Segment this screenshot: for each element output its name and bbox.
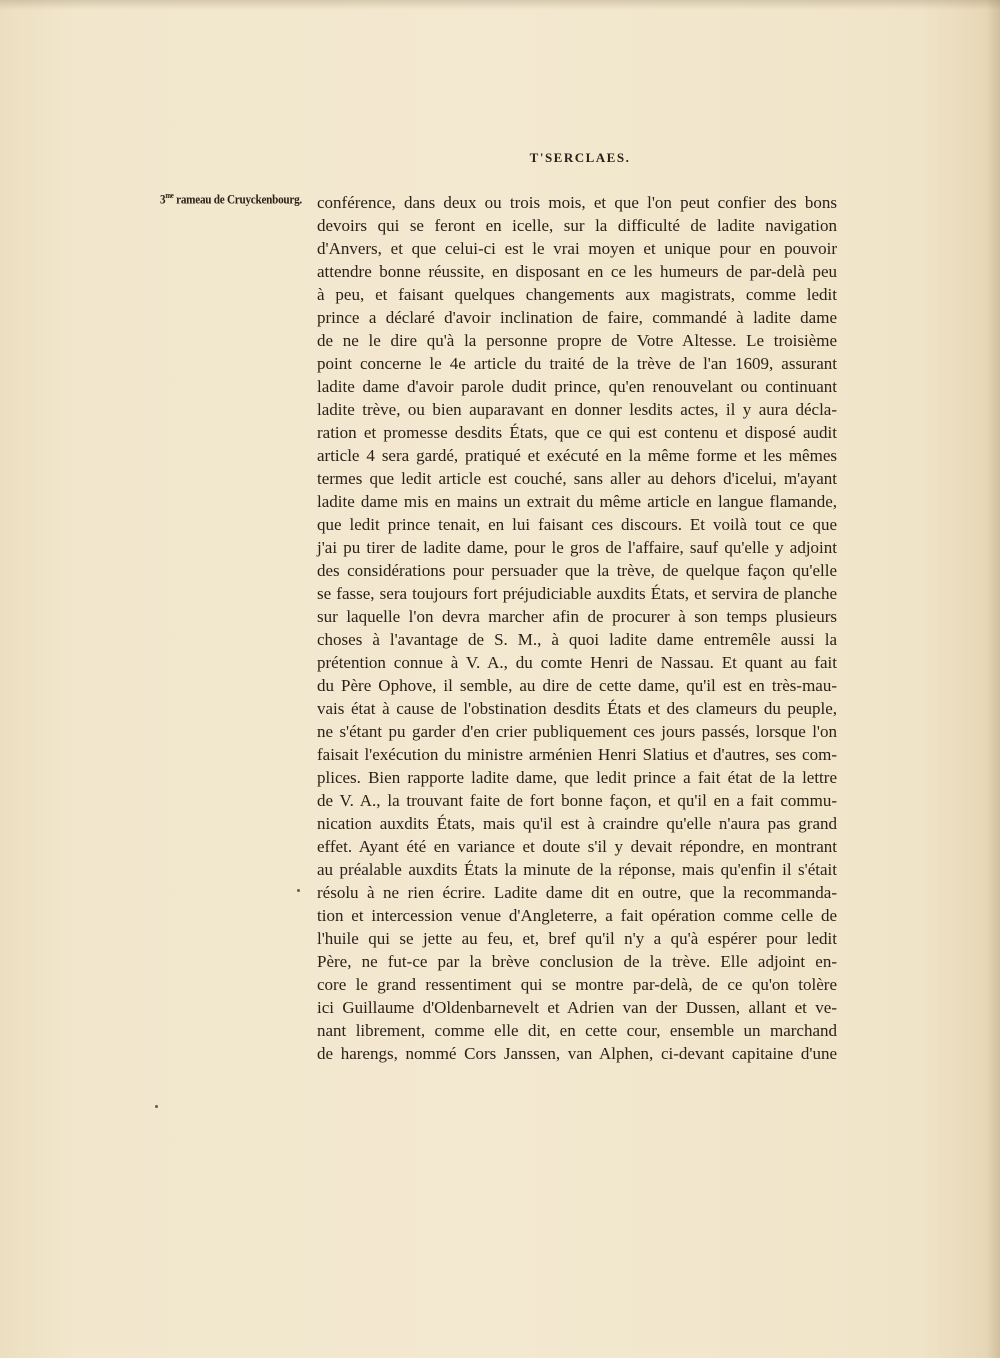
running-head: T'SERCLAES. <box>529 150 631 165</box>
text-line: ici Guillaume d'Oldenbarnevelt et Adrien van der Dussen, allant et ve- <box>317 998 837 1017</box>
text-line: ladite dame d'avoir parole dudit prince, qu'en renouvelant ou continuant <box>317 377 837 396</box>
body-text <box>317 191 837 1065</box>
ink-speck <box>155 1105 158 1108</box>
text-line: vais état à cause de l'obstination desdits États et des clameurs du peuple, <box>317 699 837 718</box>
text-line: point concerne le 4e article du traité de la trève de l'an 1609, assurant <box>317 354 837 373</box>
text-line: prince a déclaré d'avoir inclination de faire, commandé à ladite dame <box>317 308 837 327</box>
text-line: l'huile qui se jette au feu, et, bref qu'il n'y a qu'à espérer pour ledit <box>317 929 837 948</box>
text-line: nant librement, comme elle dit, en cette cour, ensemble un marchand <box>317 1021 837 1040</box>
text-line: à peu, et faisant quelques changements aux magistrats, comme ledit <box>317 285 837 304</box>
ink-speck <box>297 889 300 892</box>
text-line: tion et intercession venue d'Angleterre, a fait opération comme celle de <box>317 906 837 925</box>
page-right-shadow <box>986 0 1000 1358</box>
text-line: ladite dame mis en mains un extrait du même article en langue flamande, <box>317 492 837 511</box>
text-line: d'Anvers, et que celui-ci est le vrai moyen et unique pour en pouvoir <box>317 239 837 258</box>
text-line: au préalable auxdits États la minute de la réponse, mais qu'enfin il s'était <box>317 860 837 879</box>
text-line: core le grand ressentiment qui se montre par-delà, de ce qu'on tolère <box>317 975 837 994</box>
text-line: faisait l'exécution du ministre arménien Henri Slatius et d'autres, ses com- <box>317 745 837 764</box>
text-line: choses à l'avantage de S. M., à quoi ladite dame entremêle aussi la <box>317 630 837 649</box>
text-line: devoirs qui se feront en icelle, sur la difficulté de ladite navigation <box>317 216 837 235</box>
page-top-shadow <box>0 0 1000 10</box>
text-line: des considérations pour persuader que la trève, de quelque façon qu'elle <box>317 561 837 580</box>
margin-note-ordinal-suffix: me <box>165 191 174 200</box>
text-line: nication auxdits États, mais qu'il est à craindre qu'elle n'aura pas grand <box>317 814 837 833</box>
margin-note <box>160 191 302 207</box>
text-line: article 4 sera gardé, pratiqué et exécuté en la même forme et les mêmes <box>317 446 837 465</box>
text-line: j'ai pu tirer de ladite dame, pour le gros de l'affaire, sauf qu'elle y adjoint <box>317 538 837 557</box>
text-line: ration et promesse desdits États, que ce qui est contenu et disposé audit <box>317 423 837 442</box>
text-line: du Père Ophove, il semble, au dire de cette dame, qu'il est en très-mau- <box>317 676 837 695</box>
margin-note-ordinal: 3 <box>160 191 166 207</box>
text-line: de harengs, nommé Cors Janssen, van Alphen, ci-devant capitaine d'une <box>317 1044 837 1063</box>
text-line: termes que ledit article est couché, sans aller au dehors d'icelui, m'ayant <box>317 469 837 488</box>
text-line: de V. A., la trouvant faite de fort bonne façon, et qu'il en a fait commu- <box>317 791 837 810</box>
text-line: résolu à ne rien écrire. Ladite dame dit en outre, que la recommanda- <box>317 883 837 902</box>
text-line: que ledit prince tenait, en lui faisant ces discours. Et voilà tout ce que <box>317 515 837 534</box>
text-line: ladite trève, ou bien auparavant en donner lesdits actes, il y aura décla- <box>317 400 837 419</box>
text-line: se fasse, sera toujours fort préjudiciable auxdits États, et servira de planche <box>317 584 837 603</box>
text-line: effet. Ayant été en variance et doute s'il y devait répondre, en montrant <box>317 837 837 856</box>
text-line: plices. Bien rapporte ladite dame, que ledit prince a fait état de la lettre <box>317 768 837 787</box>
text-line: conférence, dans deux ou trois mois, et que l'on peut confier des bons <box>317 193 837 212</box>
text-line: attendre bonne réussite, en disposant en ce les humeurs de par-delà peu <box>317 262 837 281</box>
text-line: Père, ne fut-ce par la brève conclusion de la trève. Elle adjoint en- <box>317 952 837 971</box>
text-line: de ne le dire qu'à la personne propre de Votre Altesse. Le troisième <box>317 331 837 350</box>
text-line: ne s'étant pu garder d'en crier publiquement ces jours passés, lorsque l'on <box>317 722 837 741</box>
text-line: prétention connue à V. A., du comte Henri de Nassau. Et quant au fait <box>317 653 837 672</box>
margin-note-text: rameau de Cruyckenbourg. <box>173 191 302 207</box>
text-line: sur laquelle l'on devra marcher afin de procurer à son temps plusieurs <box>317 607 837 626</box>
